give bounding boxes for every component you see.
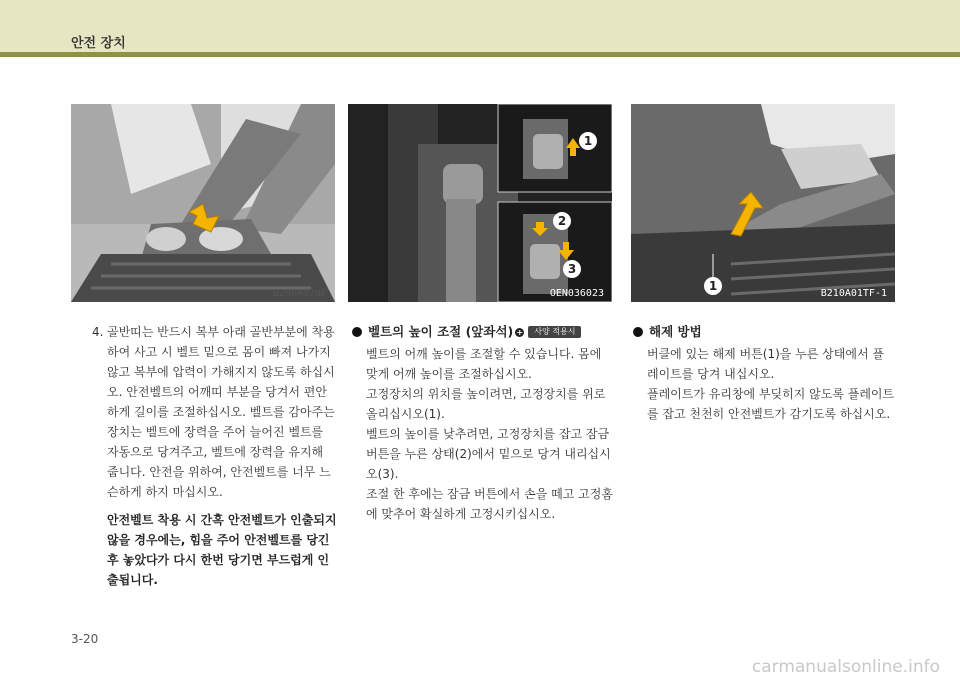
bullet-icon (352, 327, 362, 337)
numbered-item (92, 322, 338, 502)
photo-code: OEN036023 (549, 288, 604, 299)
header-rule (0, 52, 960, 57)
paragraph: 벨트의 어깨 높이를 조절할 수 있습니다. 몸에 맞게 어깨 높이를 조절하십시오. (366, 347, 602, 381)
paragraph: 벨트의 높이를 낮추려면, 고정장치를 잡고 잠금 버튼을 누른 상태(2)에서 밑으로 당겨 내리십시오(3). (366, 427, 611, 481)
callout-1: 1 (583, 134, 593, 148)
section-title: 안전 장치 (71, 36, 126, 51)
warning-paragraph: 안전벨트 착용 시 간혹 안전벨트가 인출되지 않을 경우에는, 힘을 주어 안전벨트를 당긴 후 놓았다가 다시 한번 당기면 부드럽게 인출됩니다. (107, 513, 337, 587)
watermark: carmanualsonline.info (751, 657, 940, 677)
column-1 (92, 322, 338, 590)
paragraph: 플레이트가 유리창에 부딪히지 않도록 플레이트를 잡고 천천히 안전벨트가 감기도록 하십시오. (647, 387, 895, 421)
option-badge: 사양 적용시 (528, 326, 581, 338)
column-2 (352, 322, 614, 524)
paragraph: 조절 한 후에는 잠금 버튼에서 손을 떼고 고정홈에 맞추어 확실하게 고정시키십시오. (366, 487, 613, 521)
photo-code: B200A02NF (272, 288, 327, 299)
heading-text: 해제 방법 (649, 324, 702, 339)
photo-lap-belt (71, 104, 335, 302)
photo-height-adjuster (348, 104, 612, 302)
page-number: 3-20 (71, 632, 99, 646)
callout-2: 2 (557, 214, 567, 228)
plus-icon: + (516, 327, 524, 337)
paragraph: 고정장치의 위치를 높이려면, 고정장치를 위로 올리십시오(1). (366, 387, 606, 421)
section-heading (352, 322, 614, 342)
section-heading (633, 322, 895, 342)
callout-1: 1 (708, 279, 718, 293)
heading-text: 벨트의 높이 조절 (앞좌석) (368, 324, 514, 339)
column-3 (633, 322, 895, 424)
page-header (0, 0, 960, 52)
item-number: 4. (92, 325, 104, 339)
bullet-icon (633, 327, 643, 337)
paragraph: 버클에 있는 해제 버튼(1)을 누른 상태에서 플레이트를 당겨 내십시오. (647, 347, 884, 381)
photo-code: B210A01TF-1 (820, 288, 887, 299)
item-paragraph: 골반띠는 반드시 복부 아래 골반부분에 착용하여 사고 시 벨트 밑으로 몸이 빠져 나가지 않고 복부에 압력이 가해지지 않도록 하십시오. 안전벨트의 어깨띠 부분을 당겨서 편안하게 길이를 조절하십시오. 벨트를 감아주는 장치는 벨트에 장력을 주어 늘어진 벨트를 자동으로 당겨주고, 벨트에 장력을 유지해 줍니다. 안전을 위하여, 안전벨트를 너무 느슨하게 하지 마십시오. (107, 325, 335, 499)
section-body (633, 344, 895, 424)
section-body (352, 344, 614, 524)
photo-buckle-release (631, 104, 895, 302)
callout-3: 3 (567, 262, 577, 276)
